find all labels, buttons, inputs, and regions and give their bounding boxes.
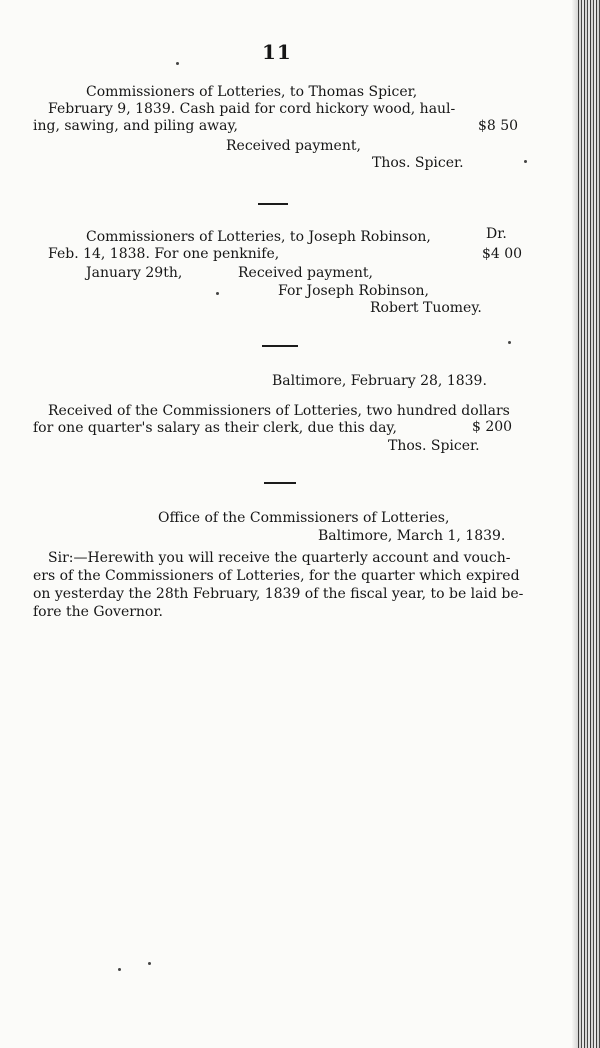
receipt-salary-place-date: Baltimore, February 28, 1839. [272,373,487,389]
voucher-spicer-received: Received payment, [226,138,361,154]
scan-speck [148,962,151,965]
page-number: 11 [262,40,292,64]
scan-speck [118,968,121,971]
page-edge-scan [578,0,600,1048]
section-divider [262,345,298,347]
receipt-salary-signature: Thos. Spicer. [388,438,480,454]
scan-speck [216,292,219,295]
letter-office: Office of the Commissioners of Lotteries, [158,510,450,526]
voucher-spicer-heading: Commissioners of Lotteries, to Thomas Spicer, [86,84,418,100]
voucher-robinson-received: Received payment, [238,265,373,281]
voucher-robinson-for-line: For Joseph Robinson, [278,283,429,299]
voucher-spicer-signature: Thos. Spicer. [372,155,464,171]
voucher-spicer-line-2: ing, sawing, and piling away, [33,118,239,134]
scan-speck [524,160,527,163]
letter-line-4: fore the Governor. [33,604,163,620]
section-divider [264,482,296,484]
voucher-robinson-amount: $4 00 [482,246,523,262]
section-divider [258,203,288,205]
receipt-salary-line-1: Received of the Commissioners of Lotteries, two hundred dollars [48,403,510,419]
letter-line-1: Sir:—Herewith you will receive the quarterly account and vouch- [48,550,511,566]
voucher-spicer-amount: $8 50 [478,118,519,134]
letter-line-2: ers of the Commissioners of Lotteries, for the quarter which expired [33,568,520,584]
scan-speck [176,62,179,65]
voucher-robinson-signature: Robert Tuomey. [370,300,482,316]
scan-speck [508,341,511,344]
voucher-robinson-dr: Dr. [486,226,507,242]
receipt-salary-line-2: for one quarter's salary as their clerk, due this day, [33,420,397,436]
voucher-spicer-line-1: February 9, 1839. Cash paid for cord hickory wood, haul- [48,101,456,117]
voucher-robinson-line-1: Feb. 14, 1838. For one penknife, [48,246,280,262]
letter-line-3: on yesterday the 28th February, 1839 of the fiscal year, to be laid be- [33,586,524,602]
receipt-salary-amount: $ 200 [472,419,513,435]
voucher-robinson-date: January 29th, [86,265,183,281]
voucher-robinson-heading: Commissioners of Lotteries, to Joseph Robinson, [86,229,431,245]
letter-place-date: Baltimore, March 1, 1839. [318,528,506,544]
